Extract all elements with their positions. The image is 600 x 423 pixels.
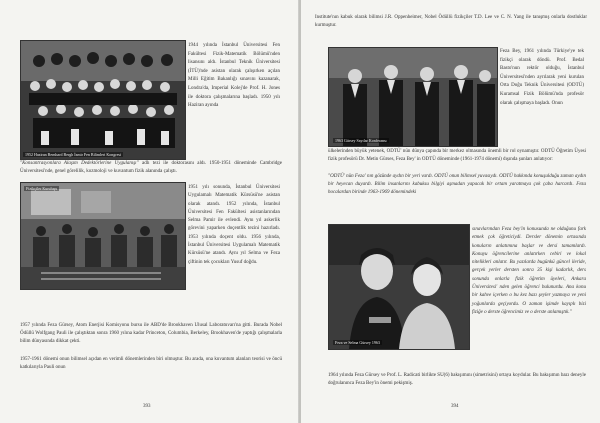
right-page	[301, 0, 600, 423]
top-text-paragraph: Institute'nın kabuk olarak bilimsi J.R. Oppenheimer, Nobel Ödüllü fizikçiler T.D. Lee ve C. N. Yang ile tanışmış onlarla dostluklar kurmuştur.	[315, 15, 587, 29]
right-quote-1-text: "ODTÜ' nün Feza' nın gözünde aydın bir yeri vardı. ODTÜ onun bilimsel yuvasıydı. ODTÜ hakkında konuşulduğu zaman aydın bir heyecan duyardı. Bilim insanlarını kabuksu bilgiyi aşmadan yapacak bir ortam yaratmaya çok çaba harcardı. Feza hocalardan birinde 1963-1969 dönemindeki	[328, 174, 586, 196]
right-paragraph-3	[328, 372, 586, 388]
paragraph-3-text: 1957 yılında Feza Gürsey, Atom Enerjisi Komisyonu bursu ile ABD'de Brookhaven Ulusal Laboratuvarı'na gitti. Burada Nobel Ödüllü Wolfgang Pauli ile çalıştıktan sonra 1960 yılına kadar Princeton, Columbia, Berkeley, Brookhaven'de yaptığı çalışmalarla bilim dünyasında dikkat çekti.	[20, 323, 282, 345]
left-page	[0, 0, 299, 423]
lab-photo-caption: Fizikçiler Kuruluşu	[26, 186, 58, 191]
portrait-photo	[328, 224, 470, 350]
thesis-title: "Konsantrasyonlara Alaşım Dedektörlerine Uygulanışı"	[20, 161, 139, 166]
right-quote-1	[328, 173, 586, 198]
top-text	[315, 14, 587, 30]
lab-photo-image	[21, 183, 185, 289]
right-quote-2-text: sınavlarından Feza bey'in konusunda ne olduğunu fark etmek çok öğreticiydi. Dersler dönemin ortasında konuların anlatımına başlar ve dersi tamamlardı. Konuyu öğrencilerine anlatırken cebiri ve lokal nitelikleri anlatır. Bu yazılarda bugünkü güncel ileride, gerçek yerler dersten sonra 35 kişi kadarlık, ders sonunda onlarla fizik öğretim üyeleri, Ankara Üniversitesi' nden gelen öğrenci bulunurdu. Ana konu bir kahve içerken o bu kez bazı şeyler yazmaya ve yeni yoğunlarda geçiyordu. O zaman işimde kayıplı bizi fiziğe o derste öğrencimiz ve o derste anlamıştık."	[472, 227, 586, 315]
intro-continuation	[20, 160, 282, 176]
paragraph-3	[20, 322, 282, 347]
right-paragraph-1	[500, 48, 584, 108]
group-photo-caption: 1952 Haziran Bernhard Bergh İzmir Fen Bilimleri Kongresi	[25, 152, 122, 157]
conference-photo-caption: 1963 Gürsey Sayılar Konferansı	[335, 138, 387, 143]
portrait-photo-image	[329, 225, 469, 349]
lab-photo	[20, 182, 186, 290]
conference-photo	[328, 47, 498, 147]
group-photo-image	[21, 41, 185, 159]
intro-paragraph: 1944 yılında İstanbul Üniversitesi Fen Fakültesi Fizik-Matematik Bölümü'nden lisansını aldı. İstanbul Teknik Üniversitesi (İTÜ)'nde asistan olarak çalışırken açılan Milli Eğitim Bakanlığı sınavını kazanarak, Londra'da, Imperial Kolej'de Prof. H. Jones ile doktora çalışmalarına başladı. 1950 yılı Haziran ayında	[188, 43, 280, 109]
paragraph-2	[188, 184, 280, 267]
right-paragraph-3-text: 1964 yılında Feza Gürsey ve Prof. L. Radicati birlikte SU(6) bakışımını (simetrisini) ortaya koydular. Bu bakışımın bazı deneyle doğrulanınca Feza Bey'in önemi pekişmiş.	[328, 373, 586, 387]
page-number-right: 394	[451, 404, 459, 409]
paragraph-4	[20, 356, 282, 372]
conference-photo-image	[329, 48, 497, 146]
paragraph-2-text: 1951 yılı sonunda, İstanbul Üniversitesi Uygulamalı Matematik Kürsüsü'ne asistan olarak atandı. 1952 yılında, İstanbul Üniversitesi Fen Fakültesi asistanlarından Selma Pamir ile evlendi. Aynı yıl askerlik görevini yaparken doçentlik tezini hazırladı. 1953 yılında doçent oldu. 1956 yılında, İstanbul Üniversitesi Uygulamalı Matematik Kürsüsü'ne atandı. Aynı yıl Selma ve Feza çiftinin tek çocukları Yusuf doğdu.	[188, 185, 280, 265]
right-paragraph-2	[328, 148, 586, 164]
intro-rest: adlı tezi ile doktorasını aldı. 1950-1951 döneminde Cambridge Üniversitesi'nde, genel görelilik, kozmoloji ve kuvantum fizik alanında çalıştı.	[20, 161, 283, 175]
group-photo	[20, 40, 186, 160]
right-paragraph-1-text: Feza Bey, 1961 yılında Türkiye'ye tek fizikçi olarak döndü. Prof. Bedal Basto'nun rektör olduğu, İstanbul Üniversitesi'nden ayrılarak yeni kurulan Orta Doğu Teknik Üniversitesi (ODTÜ) Kuramsal Fizik Bölümü'nda profesör olarak çalışmaya başladı. Onun	[500, 49, 584, 106]
right-paragraph-2-text: ülkelerinden büyük yetenek, ODTÜ' nün dünya çapında bir merkez olmasında önemli bir rol oynamıştır. ODTÜ Öğretim Üyesi fizik profesörü Dr. Metin Gürses, Feza Bey' in ODTÜ döneminde (1961-1974 dönemi) dışında şunları anlatıyor:	[328, 149, 586, 163]
intro-text	[188, 42, 280, 111]
portrait-photo-caption: Feza ve Selma Gürsey 1963	[335, 340, 380, 345]
right-quote-2	[472, 226, 586, 317]
page-number-left: 393	[143, 404, 151, 409]
paragraph-4-text: 1957-1961 dönemi onun bilimsel açıdan en verimli dönemlerinden biri olmuştur. Bu arada, ona kuvantum alanları teorisi ve öncü katkılarıyla Pauli onun	[20, 357, 282, 371]
